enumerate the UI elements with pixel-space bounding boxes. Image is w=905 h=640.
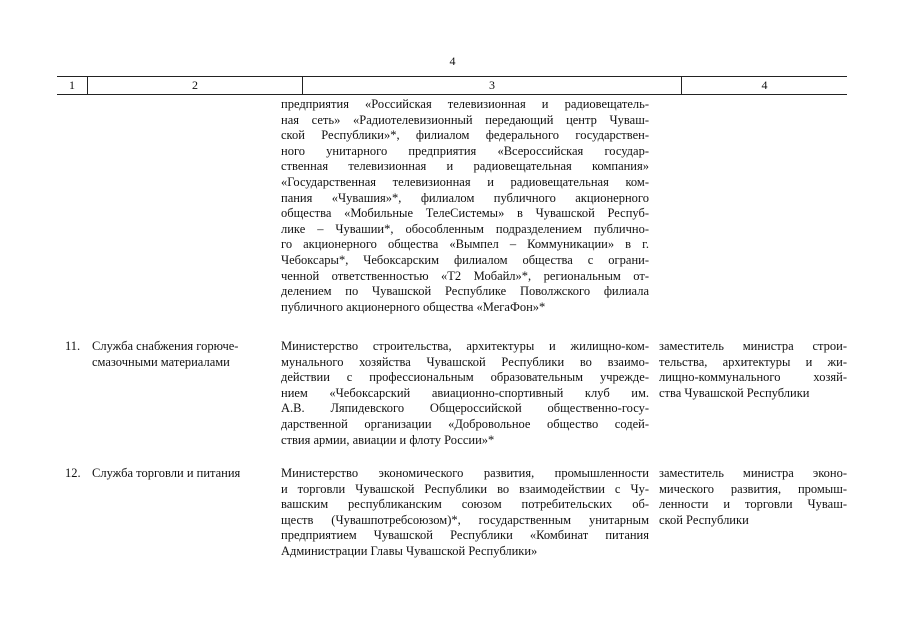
text-line: действии с профессиональным образовательным учрежде- — [281, 370, 649, 385]
text-line: Министерство строительства, архитектуры и жилищно-ком- — [281, 339, 649, 353]
row-number: 12. — [65, 466, 81, 480]
participants-cell — [281, 339, 649, 448]
text-line: ленности и торговли Чуваш- — [659, 497, 847, 512]
text-line: пания «Чувашия»*, филиалом публичного акционерного — [281, 190, 649, 205]
service-name-cell — [92, 339, 292, 370]
text-line: А.В. Ляпидевского Общероссийской общественно-госу- — [281, 401, 649, 416]
column-header-3: 3 — [303, 77, 682, 94]
text-line: нием «Чебоксарский авиационно-спортивный клуб им. — [281, 385, 649, 400]
text-line: смазочными материалами — [92, 354, 230, 369]
text-line: ществ (Чувашпотребсоюзом)*, государственным унитарным — [281, 512, 649, 527]
text-line: мунального хозяйства Чувашской Республики во взаимо- — [281, 354, 649, 369]
column-header-2: 2 — [88, 77, 303, 94]
service-name-cell — [92, 466, 292, 482]
participants-cell — [281, 466, 649, 560]
text-line: Чебоксары*, Чебоксарским филиалом общества с ограни- — [281, 252, 649, 267]
text-line: делением по Чувашской Республике Поволжского филиала — [281, 284, 649, 299]
text-line: лищно-коммунального хозяй- — [659, 370, 847, 385]
text-line: го акционерного общества «Вымпел – Коммуникации» в г. — [281, 237, 649, 252]
text-line: предприятием Чувашской Республики «Комбинат питания — [281, 528, 649, 543]
text-line: «Государственная телевизионная и радиовещательная ком- — [281, 174, 649, 189]
column-header-4: 4 — [761, 78, 768, 92]
text-line: лике – Чувашии*, обособленным подразделением публично- — [281, 221, 649, 236]
text-line: Служба снабжения горюче- — [92, 339, 239, 353]
text-line: вашским республиканским союзом потребительских об- — [281, 497, 649, 512]
text-line: предприятия «Российская телевизионная и радиовещатель- — [281, 97, 649, 111]
text-line: ного унитарного предприятия «Всероссийская государ- — [281, 143, 649, 158]
text-line: ской Республики»*, филиалом федерального государствен- — [281, 128, 649, 143]
participants-cell — [281, 97, 649, 315]
head-cell — [659, 466, 847, 528]
text-line: ствия армии, авиации и флоту России»* — [281, 432, 495, 447]
column-header-1: 1 — [57, 77, 88, 94]
text-line: ства Чувашской Республики — [659, 385, 810, 400]
row-number: 11. — [65, 339, 81, 353]
text-line: ная сеть» «Радиотелевизионный передающий центр Чуваш- — [281, 112, 649, 127]
text-line: заместитель министра эконо- — [659, 466, 847, 480]
text-line: тельства, архитектуры и жи- — [659, 354, 847, 369]
text-line: мического развития, промыш- — [659, 481, 847, 496]
text-line: ской Республики — [659, 512, 749, 527]
text-line: ственная телевизионная и радиовещательная компания» — [281, 159, 649, 174]
text-line: общества «Мобильные ТелеСистемы» в Чувашской Респуб- — [281, 206, 649, 221]
text-line: и торговли Чувашской Республики во взаимодействии с Чу- — [281, 481, 649, 496]
text-line: дарственной организации «Добровольное общество содей- — [281, 416, 649, 431]
table-header-row — [57, 76, 847, 95]
page-number: 4 — [449, 54, 456, 68]
head-cell — [659, 339, 847, 401]
text-line: Администрации Главы Чувашской Республики» — [281, 543, 538, 558]
text-line: Служба торговли и питания — [92, 466, 241, 480]
text-line: ченной ответственностью «Т2 Мобайл»*, региональным от- — [281, 268, 649, 283]
text-line: Министерство экономического развития, промышленности — [281, 466, 649, 480]
text-line: заместитель министра строи- — [659, 339, 847, 353]
text-line: публичного акционерного общества «МегаФон»* — [281, 299, 546, 314]
